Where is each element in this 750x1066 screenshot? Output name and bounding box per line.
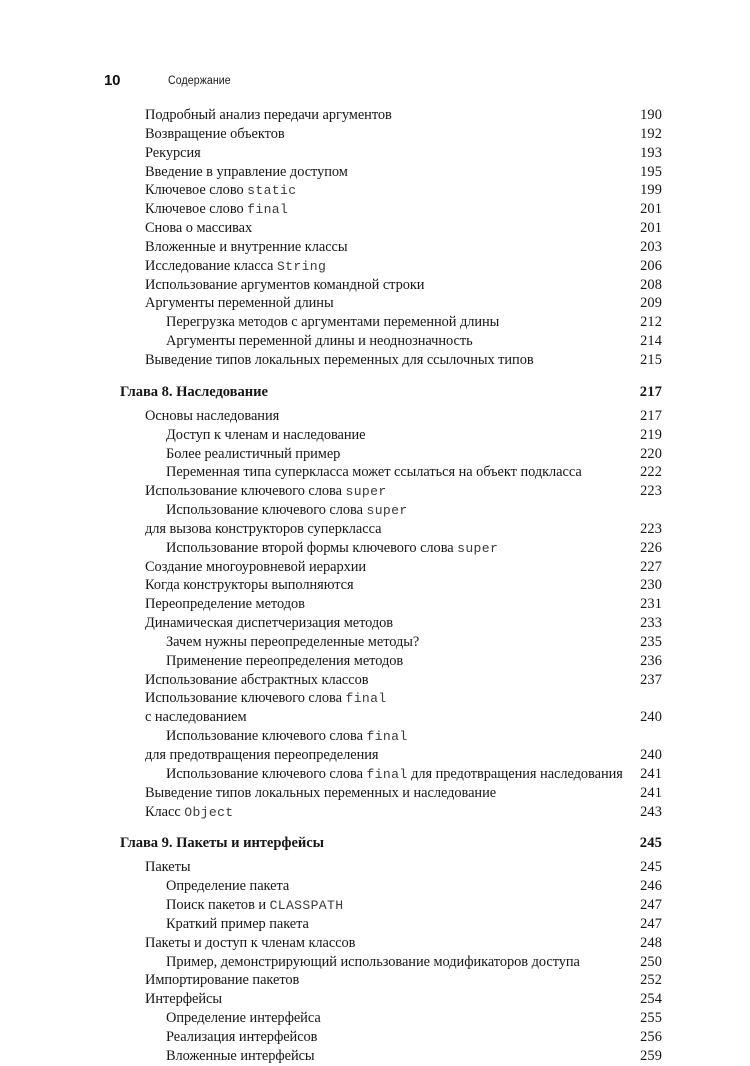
- toc-page-number: 240: [640, 747, 662, 763]
- code-fragment: super: [366, 503, 408, 519]
- toc-page-number: 245: [640, 859, 662, 876]
- toc-page-number: 245: [639, 835, 662, 852]
- toc-page-number: 243: [640, 803, 662, 820]
- toc-entry-label: Более реалистичный пример: [166, 445, 341, 462]
- running-head: [0, 72, 750, 94]
- toc-entry-label: Вложенные интерфейсы: [166, 1047, 315, 1064]
- toc-entry-label: Пакеты и доступ к членам классов: [145, 934, 356, 951]
- toc-page-number: 220: [640, 445, 662, 462]
- toc-entry-label: Использование второй формы ключевого слова super: [166, 539, 499, 556]
- toc-entry-row[interactable]: [0, 407, 750, 426]
- toc-entry-label: Применение переопределения методов: [166, 652, 404, 669]
- toc-entry-row[interactable]: [0, 652, 750, 671]
- toc-page-number: 199: [640, 182, 662, 199]
- toc-entry-label: Основы наследования: [145, 407, 280, 424]
- toc-entry-label: Вложенные и внутренние классы: [145, 238, 348, 255]
- toc-entry-row[interactable]: [0, 558, 750, 577]
- toc-entry-label: Когда конструкторы выполняются: [145, 577, 354, 594]
- toc-entry-label: Глава 9. Пакеты и интерфейсы: [120, 835, 325, 852]
- toc-entry-row[interactable]: [0, 708, 750, 727]
- toc-entry-label: Исследование класса String: [145, 257, 327, 274]
- toc-entry-label: Пакеты: [145, 859, 191, 876]
- toc-entry-label: Использование абстрактных классов: [145, 671, 369, 688]
- running-head-title: Содержание: [168, 75, 231, 87]
- toc-entry-row[interactable]: [0, 633, 750, 652]
- toc-entry-row[interactable]: [0, 294, 750, 313]
- toc-entry-label: Создание многоуровневой иерархии: [145, 558, 367, 575]
- toc-entry-row[interactable]: [0, 351, 750, 370]
- toc-entry-label: Поиск пакетов и CLASSPATH: [166, 897, 344, 914]
- toc-entry-label: для вызова конструкторов суперкласса: [145, 520, 382, 537]
- toc-entry-label: Аргументы переменной длины и неоднозначность: [166, 333, 473, 350]
- toc-entry-label: Определение пакета: [166, 878, 290, 895]
- toc-page-number: 227: [640, 558, 662, 575]
- code-fragment: final: [247, 202, 289, 218]
- toc-page-number: 237: [640, 671, 662, 688]
- toc-entry-row[interactable]: [0, 595, 750, 614]
- toc-entry-label: с наследованием: [145, 709, 247, 726]
- toc-entry-row[interactable]: [0, 501, 750, 520]
- toc-page-number: 241: [640, 784, 662, 801]
- toc-entry-row[interactable]: [0, 539, 750, 558]
- code-fragment: final: [345, 691, 387, 707]
- toc-entry-row[interactable]: [0, 765, 750, 784]
- toc-entry-label: Зачем нужны переопределенные методы?: [166, 633, 420, 650]
- toc-entry-label: Реализация интерфейсов: [166, 1028, 318, 1045]
- toc-entry-row[interactable]: [0, 520, 750, 539]
- toc-entry-row[interactable]: [0, 482, 750, 501]
- toc-page-number: 254: [640, 991, 662, 1008]
- toc-entry-label: Возвращение объектов: [145, 125, 285, 142]
- toc-page-number: 231: [640, 596, 662, 613]
- toc-page-number: 259: [640, 1047, 662, 1064]
- toc-entry-row[interactable]: [0, 332, 750, 351]
- toc-entry-row[interactable]: [0, 219, 750, 238]
- toc-entry-label: Использование ключевого слова super: [166, 502, 408, 519]
- toc-entry-label: Глава 8. Наследование: [120, 383, 268, 400]
- toc-entry-label: Рекурсия: [145, 144, 201, 161]
- toc-entry-label: Использование ключевого слова final: [166, 728, 408, 745]
- toc-page-number: 248: [640, 934, 662, 951]
- toc-entry-label: Использование ключевого слова super: [145, 483, 387, 500]
- toc-page-number: 206: [640, 257, 662, 274]
- toc-entry-row[interactable]: [0, 445, 750, 464]
- toc-entry-row[interactable]: [0, 257, 750, 276]
- toc-entry-row[interactable]: [0, 689, 750, 708]
- toc-entry-label: Интерфейсы: [145, 991, 222, 1008]
- code-fragment: super: [457, 540, 499, 556]
- toc-page-number: 241: [640, 765, 662, 782]
- toc-entry-label: Класс Object: [145, 803, 234, 820]
- toc-page-number: 250: [640, 953, 662, 970]
- toc-entry-row[interactable]: [0, 125, 750, 144]
- toc-entry-label: Ключевое слово static: [145, 182, 297, 199]
- toc-entry-label: Аргументы переменной длины: [145, 295, 334, 312]
- toc-page-number: 236: [640, 652, 662, 669]
- toc-entry-row[interactable]: [0, 727, 750, 746]
- toc-entry-row[interactable]: [0, 181, 750, 200]
- toc-entry-row[interactable]: [0, 1028, 750, 1047]
- toc-entry-label: Определение интерфейса: [166, 1010, 321, 1027]
- toc-entry-label: Выведение типов локальных переменных для ссылочных типов: [145, 351, 534, 368]
- toc-entry-row[interactable]: [0, 858, 750, 877]
- toc-entry-row[interactable]: [0, 200, 750, 219]
- toc-entry-row[interactable]: [0, 144, 750, 163]
- toc-entry-row[interactable]: [0, 276, 750, 295]
- toc-entry-label: Введение в управление доступом: [145, 163, 348, 180]
- toc-entry-label: Выведение типов локальных переменных и наследование: [145, 784, 497, 801]
- toc-entry-label: Ключевое слово final: [145, 201, 289, 218]
- toc-entry-row[interactable]: [0, 971, 750, 990]
- toc-entry-row[interactable]: [0, 1047, 750, 1066]
- toc-entry-row[interactable]: [0, 934, 750, 953]
- toc-page-number: 217: [640, 407, 662, 424]
- toc-page-number: 256: [640, 1028, 662, 1045]
- toc-entry-label: Использование ключевого слова final: [145, 690, 387, 707]
- toc-entry-row[interactable]: [0, 915, 750, 934]
- toc-entry-row[interactable]: [0, 953, 750, 972]
- toc-page-number: 201: [640, 220, 662, 237]
- toc-page-number: 247: [640, 897, 662, 914]
- toc-entry-label: Использование аргументов командной строки: [145, 276, 425, 293]
- toc-entry-row[interactable]: [0, 163, 750, 182]
- toc-entry-row[interactable]: [0, 803, 750, 822]
- toc-entry-label: Перегрузка методов с аргументами переменной длины: [166, 314, 500, 331]
- toc-page-number: 223: [640, 483, 662, 500]
- toc-entry-row[interactable]: [0, 614, 750, 633]
- section-spacer: [0, 370, 750, 382]
- toc-page-number: 235: [640, 633, 662, 650]
- toc-entry-label: для предотвращения переопределения: [145, 747, 379, 763]
- toc-page-number: 193: [640, 144, 662, 161]
- toc-page-number: 246: [640, 878, 662, 895]
- toc-page-number: 230: [640, 577, 662, 594]
- toc-entry-row[interactable]: [0, 238, 750, 257]
- toc-page-number: 192: [640, 125, 662, 142]
- toc-entry-row[interactable]: [0, 576, 750, 595]
- toc-page-number: 201: [640, 201, 662, 218]
- toc-page-number: 240: [640, 709, 662, 726]
- toc-entry-row[interactable]: [0, 106, 750, 125]
- code-fragment: final: [366, 766, 408, 782]
- toc-entry-label: Импортирование пакетов: [145, 972, 300, 989]
- toc-page-number: 217: [639, 383, 662, 400]
- page-folio: 10: [104, 72, 121, 89]
- toc-page-number: 203: [640, 238, 662, 255]
- code-fragment: Object: [184, 804, 234, 820]
- section-spacer: [0, 821, 750, 833]
- toc-page-number: 255: [640, 1010, 662, 1027]
- toc-page-number: 222: [640, 464, 662, 481]
- toc-entry-row[interactable]: [0, 671, 750, 690]
- code-fragment: super: [345, 484, 387, 500]
- toc-entry-row[interactable]: [0, 313, 750, 332]
- toc-page-number: 212: [640, 314, 662, 331]
- toc-entry-row[interactable]: [0, 877, 750, 896]
- code-fragment: final: [366, 729, 408, 745]
- toc-entry-label: Пример, демонстрирующий использование модификаторов доступа: [166, 953, 580, 970]
- toc-page-number: 209: [640, 295, 662, 312]
- toc-entry-label: Переменная типа суперкласса может ссылаться на объект подкласса: [166, 464, 582, 481]
- toc-entry-row[interactable]: [0, 896, 750, 915]
- toc-entry-row[interactable]: [0, 426, 750, 445]
- toc-page-number: 219: [640, 426, 662, 443]
- toc-chapter-row[interactable]: [0, 382, 750, 403]
- code-fragment: String: [276, 258, 327, 274]
- toc-page-number: 215: [640, 351, 662, 368]
- toc-entry-label: Использование ключевого слова final для предотвращения наследования: [166, 765, 623, 782]
- code-fragment: static: [247, 183, 297, 199]
- toc-entry-label: Динамическая диспетчеризация методов: [145, 615, 394, 632]
- toc-page-number: 252: [640, 972, 662, 989]
- code-fragment: CLASSPATH: [269, 898, 344, 914]
- toc-entry-label: Доступ к членам и наследование: [166, 426, 366, 443]
- toc-entry-label: Переопределение методов: [145, 596, 305, 613]
- toc-entry-row[interactable]: [0, 463, 750, 482]
- toc-page-number: 214: [640, 333, 662, 350]
- toc-entry-label: Подробный анализ передачи аргументов: [145, 107, 392, 123]
- toc-page-number: 223: [640, 520, 662, 537]
- toc-entry-label: Краткий пример пакета: [166, 915, 309, 932]
- table-of-contents: [0, 106, 750, 1066]
- toc-page-number: 247: [640, 915, 662, 932]
- toc-page-number: 208: [640, 276, 662, 293]
- toc-page-number: 233: [640, 615, 662, 632]
- toc-entry-row[interactable]: [0, 746, 750, 765]
- toc-entry-row[interactable]: [0, 1009, 750, 1028]
- toc-entry-row[interactable]: [0, 784, 750, 803]
- toc-page-number: 190: [640, 107, 662, 123]
- toc-chapter-row[interactable]: [0, 833, 750, 854]
- toc-page-number: 226: [640, 539, 662, 556]
- toc-entry-row[interactable]: [0, 990, 750, 1009]
- toc-entry-label: Снова о массивах: [145, 220, 253, 237]
- toc-page-number: 195: [640, 163, 662, 180]
